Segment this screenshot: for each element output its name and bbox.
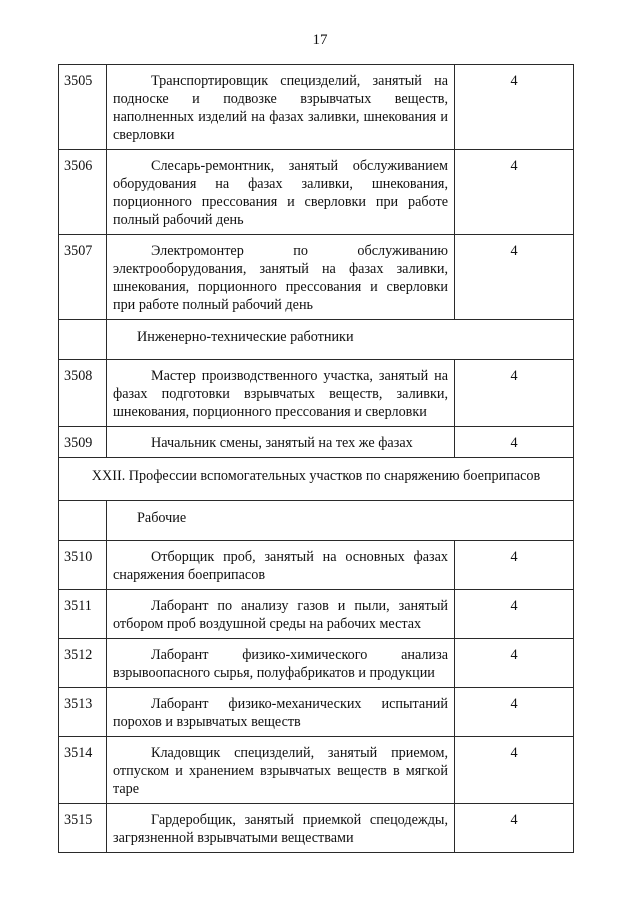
group-code-empty [59,501,107,541]
table-row [59,360,574,427]
table-row [59,541,574,590]
row-code: 3515 [59,804,107,853]
group-title: Рабочие [107,501,574,541]
row-description [107,804,455,853]
row-code: 3514 [59,737,107,804]
table-row [59,737,574,804]
table-row [59,427,574,458]
table-row [59,235,574,320]
row-code: 3508 [59,360,107,427]
row-description-text: Лаборант физико-механических испытаний порохов и взрывчатых веществ [113,696,448,730]
row-description [107,590,455,639]
row-value: 4 [455,804,574,853]
row-description-text: Кладовщик специзделий, занятый приемом, отпуском и хранением взрывчатых веществ в мягкой таре [113,745,448,797]
row-value: 4 [455,688,574,737]
row-description [107,541,455,590]
row-code: 3506 [59,150,107,235]
row-code: 3511 [59,590,107,639]
row-value: 4 [455,150,574,235]
table-row [59,639,574,688]
section-title: XXII. Профессии вспомогательных участков по снаряжению боеприпасов [59,458,574,501]
row-description [107,360,455,427]
row-value: 4 [455,541,574,590]
profession-table [58,64,574,853]
row-value: 4 [455,360,574,427]
row-description [107,427,455,458]
row-description-text: Мастер производственного участка, занятый на фазах подготовки взрывчатых веществ, заливки, шнекования, порционного прессования и сверловки [113,368,448,420]
row-code: 3507 [59,235,107,320]
row-description [107,688,455,737]
table-row [59,150,574,235]
row-value: 4 [455,590,574,639]
row-description [107,639,455,688]
row-description-text: Электромонтер по обслуживанию электрооборудования, занятый на фазах заливки, шнекования, порционного прессования и сверловки при работе полный рабочий день [113,243,448,313]
row-value: 4 [455,639,574,688]
row-code: 3513 [59,688,107,737]
row-description-text: Лаборант физико-химического анализа взрывоопасного сырья, полуфабрикатов и продукции [113,647,448,681]
row-value: 4 [455,737,574,804]
page-number: 17 [312,32,328,48]
row-description-text: Слесарь-ремонтник, занятый обслуживанием оборудования на фазах заливки, шнекования, порционного прессования и сверловки при работе полный рабочий день [113,158,448,228]
table-row [59,804,574,853]
row-description [107,150,455,235]
row-description [107,65,455,150]
group-title: Инженерно-технические работники [107,320,574,360]
group-row [59,320,574,360]
table-row [59,590,574,639]
group-code-empty [59,320,107,360]
row-description-text: Транспортировщик специзделий, занятый на подноске и подвозке взрывчатых веществ, наполненных изделий на фазах заливки, шнекования и сверловки [113,73,448,143]
row-value: 4 [455,427,574,458]
table-row [59,688,574,737]
row-description [107,235,455,320]
row-description-text: Гардеробщик, занятый приемкой спецодежды, загрязненной взрывчатыми веществами [113,812,448,846]
row-code: 3509 [59,427,107,458]
row-description-text: Лаборант по анализу газов и пыли, занятый отбором проб воздушной среды на рабочих местах [113,598,448,632]
row-value: 4 [455,65,574,150]
section-row [59,458,574,501]
row-code: 3510 [59,541,107,590]
row-code: 3505 [59,65,107,150]
row-description-text: Отборщик проб, занятый на основных фазах снаряжения боеприпасов [113,549,448,583]
group-row [59,501,574,541]
row-code: 3512 [59,639,107,688]
row-value: 4 [455,235,574,320]
row-description [107,737,455,804]
table-row [59,65,574,150]
row-description-text: Начальник смены, занятый на тех же фазах [151,435,413,451]
